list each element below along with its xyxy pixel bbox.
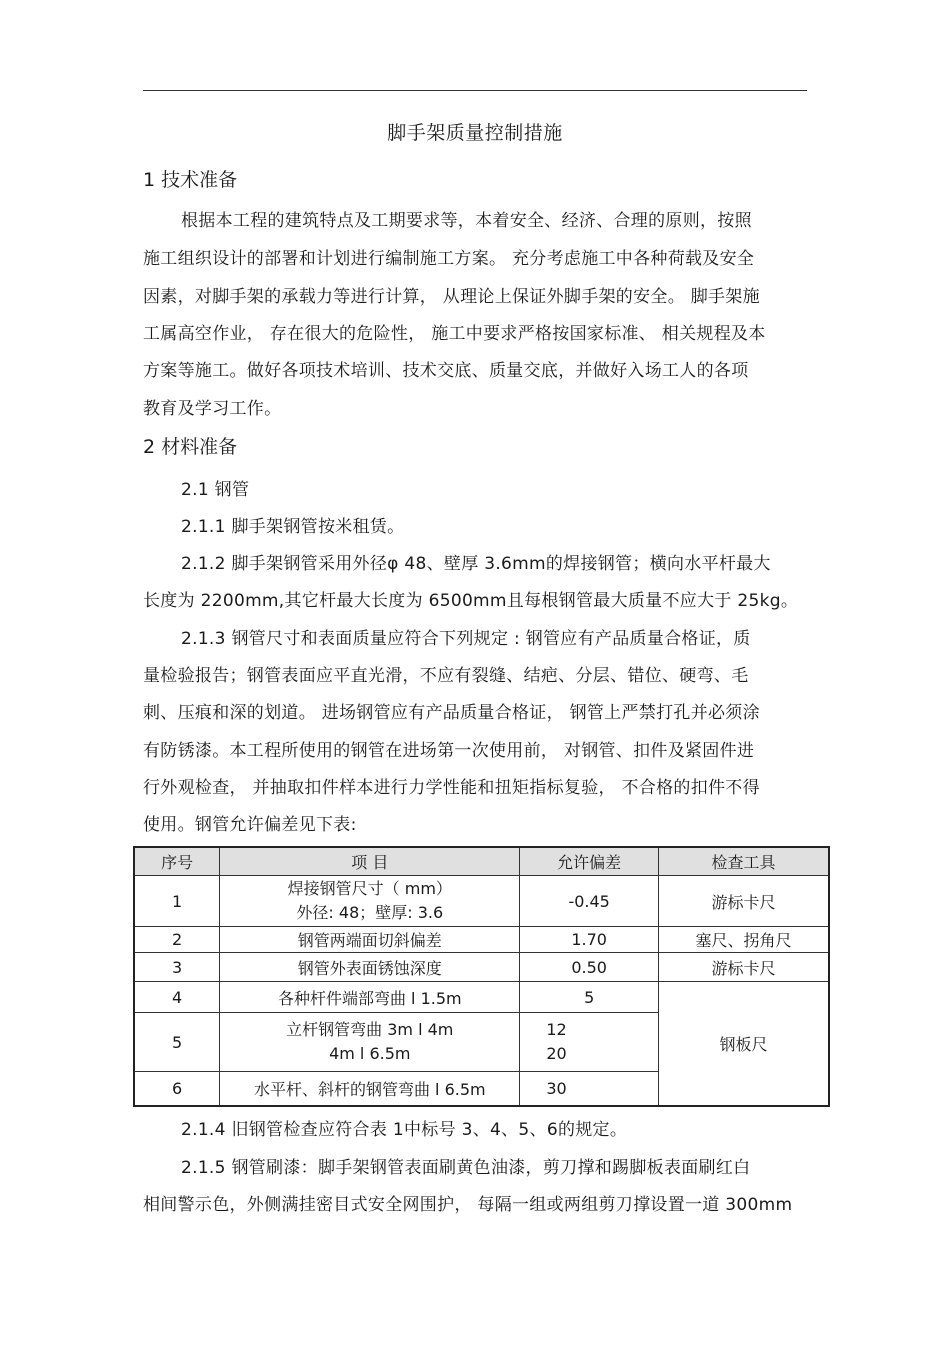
cell-item-line: 外径: 48；壁厚: 3.6 bbox=[296, 903, 444, 922]
paragraph-2-1-3-line: 2.1.3 钢管尺寸和表面质量应符合下列规定 : 钢管应有产品质量合格证，质 bbox=[181, 629, 751, 649]
cell-tolerance: 1.70 bbox=[520, 927, 659, 953]
cell-tool: 游标卡尺 bbox=[658, 876, 829, 927]
cell-item bbox=[220, 876, 520, 927]
section-1-line: 因素，对脚手架的承载力等进行计算， 从理论上保证外脚手架的安全。 脚手架施 bbox=[143, 287, 760, 307]
paragraph-2-1-1: 2.1.1 脚手架钢管按米租赁。 bbox=[181, 517, 405, 537]
table-row bbox=[134, 953, 829, 982]
document-title: 脚手架质量控制措施 bbox=[387, 122, 563, 144]
cell-item-line: 4m l 6.5m bbox=[329, 1044, 411, 1063]
cell-item-line: 立杆钢管弯曲 3m l 4m bbox=[286, 1020, 454, 1039]
cell-tolerance-line: 20 bbox=[546, 1044, 567, 1063]
section-1-heading: 1 技术准备 bbox=[143, 169, 238, 191]
cell-tool: 游标卡尺 bbox=[658, 953, 829, 982]
paragraph-2-1-3-line: 使用。钢管允许偏差见下表: bbox=[143, 815, 357, 835]
cell-tolerance: 0.50 bbox=[520, 953, 659, 982]
cell-tolerance: -0.45 bbox=[520, 876, 659, 927]
cell-item bbox=[220, 1013, 520, 1072]
section-2-heading: 2 材料准备 bbox=[143, 436, 238, 458]
header-tool: 检查工具 bbox=[658, 847, 829, 876]
paragraph-2-1-5-line: 2.1.5 钢管刷漆：脚手架钢管表面刷黄色油漆，剪刀撑和踢脚板表面刷红白 bbox=[181, 1158, 751, 1178]
table-header-row bbox=[134, 847, 829, 876]
cell-item: 各种杆件端部弯曲 l 1.5m bbox=[220, 982, 520, 1013]
cell-item: 钢管外表面锈蚀深度 bbox=[220, 953, 520, 982]
section-1-line: 根据本工程的建筑特点及工期要求等，本着安全、经济、合理的原则，按照 bbox=[181, 211, 752, 231]
cell-item-line: 焊接钢管尺寸（ mm） bbox=[287, 879, 452, 898]
cell-tolerance bbox=[520, 1013, 659, 1072]
cell-no: 6 bbox=[134, 1072, 220, 1106]
table-row bbox=[134, 982, 829, 1013]
table-row bbox=[134, 876, 829, 927]
paragraph-2-1-5-line: 相间警示色，外侧满挂密目式安全网围护， 每隔一组或两组剪刀撑设置一道 300mm bbox=[143, 1195, 793, 1215]
cell-item: 水平杆、斜杆的钢管弯曲 l 6.5m bbox=[220, 1072, 520, 1106]
cell-no: 5 bbox=[134, 1013, 220, 1072]
paragraph-2-1-3-line: 行外观检查， 并抽取扣件样本进行力学性能和扭矩指标复验， 不合格的扣件不得 bbox=[143, 778, 760, 798]
tolerance-table bbox=[133, 846, 830, 1107]
paragraph-2-1-2-line: 2.1.2 脚手架钢管采用外径φ 48、壁厚 3.6mm的焊接钢管；横向水平杆最大 bbox=[181, 554, 771, 574]
cell-item: 钢管两端面切斜偏差 bbox=[220, 927, 520, 953]
cell-tolerance: 30 bbox=[520, 1072, 659, 1106]
header-rule bbox=[143, 90, 807, 91]
header-item: 项 目 bbox=[220, 847, 520, 876]
cell-tool: 塞尺、拐角尺 bbox=[658, 927, 829, 953]
cell-tolerance: 5 bbox=[520, 982, 659, 1013]
section-1-line: 教育及学习工作。 bbox=[143, 399, 282, 419]
paragraph-2-1-3-line: 量检验报告；钢管表面应平直光滑，不应有裂缝、结疤、分层、错位、硬弯、毛 bbox=[143, 666, 749, 686]
table-row bbox=[134, 927, 829, 953]
section-1-line: 工属高空作业， 存在很大的危险性， 施工中要求严格按国家标准、 相关规程及本 bbox=[143, 324, 766, 344]
paragraph-2-1-4: 2.1.4 旧钢管检查应符合表 1中标号 3、4、5、6的规定。 bbox=[181, 1120, 628, 1140]
subsection-2-1: 2.1 钢管 bbox=[181, 480, 250, 500]
header-tolerance: 允许偏差 bbox=[520, 847, 659, 876]
cell-tolerance-line: 12 bbox=[546, 1020, 567, 1039]
cell-no: 1 bbox=[134, 876, 220, 927]
section-1-line: 施工组织设计的部署和计划进行编制施工方案。 充分考虑施工中各种荷载及安全 bbox=[143, 249, 755, 269]
cell-no: 4 bbox=[134, 982, 220, 1013]
section-1-line: 方案等施工。做好各项技术培训、技术交底、质量交底，并做好入场工人的各项 bbox=[143, 361, 749, 381]
paragraph-2-1-3-line: 有防锈漆。本工程所使用的钢管在进场第一次使用前， 对钢管、扣件及紧固件进 bbox=[143, 741, 755, 761]
header-no: 序号 bbox=[134, 847, 220, 876]
paragraph-2-1-2-line: 长度为 2200mm,其它杆最大长度为 6500mm且每根钢管最大质量不应大于 25kg。 bbox=[143, 591, 799, 611]
cell-no: 3 bbox=[134, 953, 220, 982]
cell-no: 2 bbox=[134, 927, 220, 953]
paragraph-2-1-3-line: 刺、压痕和深的划道。 进场钢管应有产品质量合格证， 钢管上严禁打孔并必须涂 bbox=[143, 703, 760, 723]
cell-tool-merged: 钢板尺 bbox=[658, 982, 829, 1106]
